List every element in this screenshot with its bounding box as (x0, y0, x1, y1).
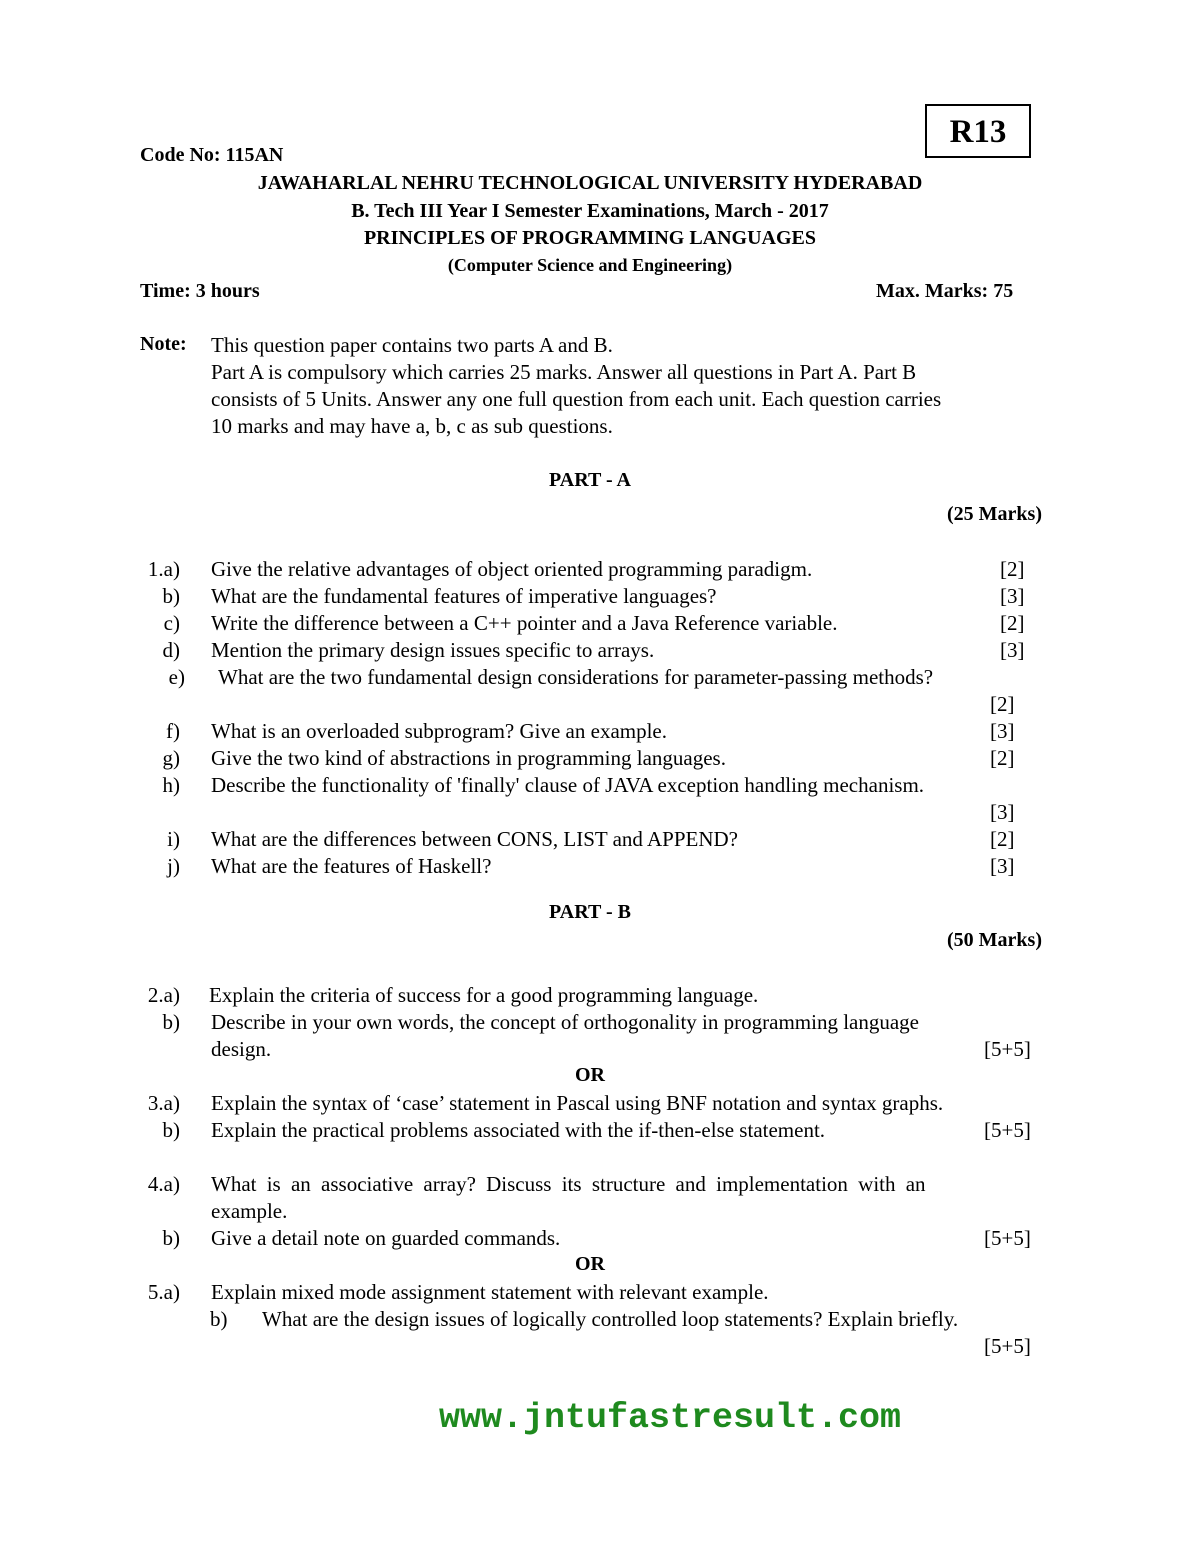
part-a-title: PART - A (549, 469, 631, 491)
code-number: Code No: 115AN (140, 144, 284, 166)
question-text: Explain the syntax of ‘case’ statement in Pascal using BNF notation and syntax graphs. (211, 1091, 944, 1115)
branch-name: (Computer Science and Engineering) (447, 255, 733, 275)
question-number: 5.a) (147, 1280, 180, 1304)
question-text: What is an overloaded subprogram? Give an example. (211, 719, 668, 743)
part-a-marks: (25 Marks) (947, 503, 1042, 525)
question-marks: [3] (990, 800, 1015, 824)
question-marks: [3] (1000, 584, 1025, 608)
question-number: h) (162, 773, 180, 797)
question-marks: [2] (990, 827, 1015, 851)
question-text: Give the relative advantages of object oriented programming paradigm. (211, 557, 813, 581)
note-line: This question paper contains two parts A and B. (211, 333, 613, 357)
question-marks: [5+5] (984, 1334, 1031, 1358)
question-marks: [3] (990, 854, 1015, 878)
question-text: Give the two kind of abstractions in programming languages. (211, 746, 726, 770)
question-number: i) (167, 827, 180, 851)
question-text: What are the two fundamental design considerations for parameter-passing methods? (218, 665, 934, 689)
question-text: Describe in your own words, the concept of orthogonality in programming language (211, 1010, 919, 1034)
max-marks: Max. Marks: 75 (876, 280, 1014, 302)
question-text: Explain mixed mode assignment statement with relevant example. (211, 1280, 769, 1304)
exam-time: Time: 3 hours (140, 280, 260, 302)
part-b-title: PART - B (549, 901, 631, 923)
question-text: Describe the functionality of 'finally' clause of JAVA exception handling mechanism. (211, 773, 925, 797)
question-number: b) (162, 584, 180, 608)
question-marks: [3] (990, 719, 1015, 743)
subject-title: PRINCIPLES OF PROGRAMMING LANGUAGES (363, 227, 817, 249)
part-b-marks: (50 Marks) (947, 929, 1042, 951)
question-number: 3.a) (147, 1091, 180, 1115)
question-text: Write the difference between a C++ pointer and a Java Reference variable. (211, 611, 838, 635)
question-number: c) (163, 611, 180, 635)
question-number: b) (162, 1118, 180, 1142)
question-text: What is an associative array? Discuss its structure and implementation with an (211, 1172, 926, 1196)
question-number: f) (166, 719, 180, 743)
note-label: Note: (140, 333, 187, 355)
exam-title: B. Tech III Year I Semester Examinations, March - 2017 (351, 200, 829, 222)
question-number: 1.a) (147, 557, 180, 581)
question-number: b) (162, 1226, 180, 1250)
question-marks: [3] (1000, 638, 1025, 662)
note-line: 10 marks and may have a, b, c as sub questions. (211, 414, 613, 438)
question-text: Explain the criteria of success for a good programming language. (209, 983, 759, 1007)
website-watermark: www.jntufastresult.com (438, 1398, 902, 1438)
or-separator: OR (575, 1064, 605, 1086)
question-number: d) (162, 638, 180, 662)
question-text: Mention the primary design issues specific to arrays. (211, 638, 655, 662)
question-number: b) (210, 1307, 228, 1331)
question-marks: [2] (1000, 557, 1025, 581)
question-number: b) (162, 1010, 180, 1034)
question-number: j) (167, 854, 180, 878)
question-marks: [2] (990, 692, 1015, 716)
question-text: What are the design issues of logically controlled loop statements? Explain briefly. (262, 1307, 959, 1331)
question-text-continued: design. (211, 1037, 272, 1061)
note-line: consists of 5 Units. Answer any one full question from each unit. Each question carries (211, 387, 942, 411)
regulation-badge: R13 (925, 104, 1031, 158)
question-number: 4.a) (147, 1172, 180, 1196)
question-marks: [5+5] (984, 1226, 1031, 1250)
question-marks: [2] (990, 746, 1015, 770)
question-text: What are the features of Haskell? (211, 854, 492, 878)
note-line: Part A is compulsory which carries 25 marks. Answer all questions in Part A. Part B (211, 360, 917, 384)
question-number: g) (162, 746, 180, 770)
question-marks: [5+5] (984, 1037, 1031, 1061)
question-text: Give a detail note on guarded commands. (211, 1226, 561, 1250)
or-separator: OR (575, 1253, 605, 1275)
question-text-continued: example. (211, 1199, 288, 1223)
university-name: JAWAHARLAL NEHRU TECHNOLOGICAL UNIVERSITY HYDERABAD (257, 172, 923, 194)
question-text: Explain the practical problems associated with the if-then-else statement. (211, 1118, 826, 1142)
question-marks: [2] (1000, 611, 1025, 635)
question-number: e) (168, 665, 185, 689)
question-number: 2.a) (147, 983, 180, 1007)
question-marks: [5+5] (984, 1118, 1031, 1142)
question-text: What are the fundamental features of imperative languages? (211, 584, 717, 608)
question-text: What are the differences between CONS, LIST and APPEND? (211, 827, 738, 851)
